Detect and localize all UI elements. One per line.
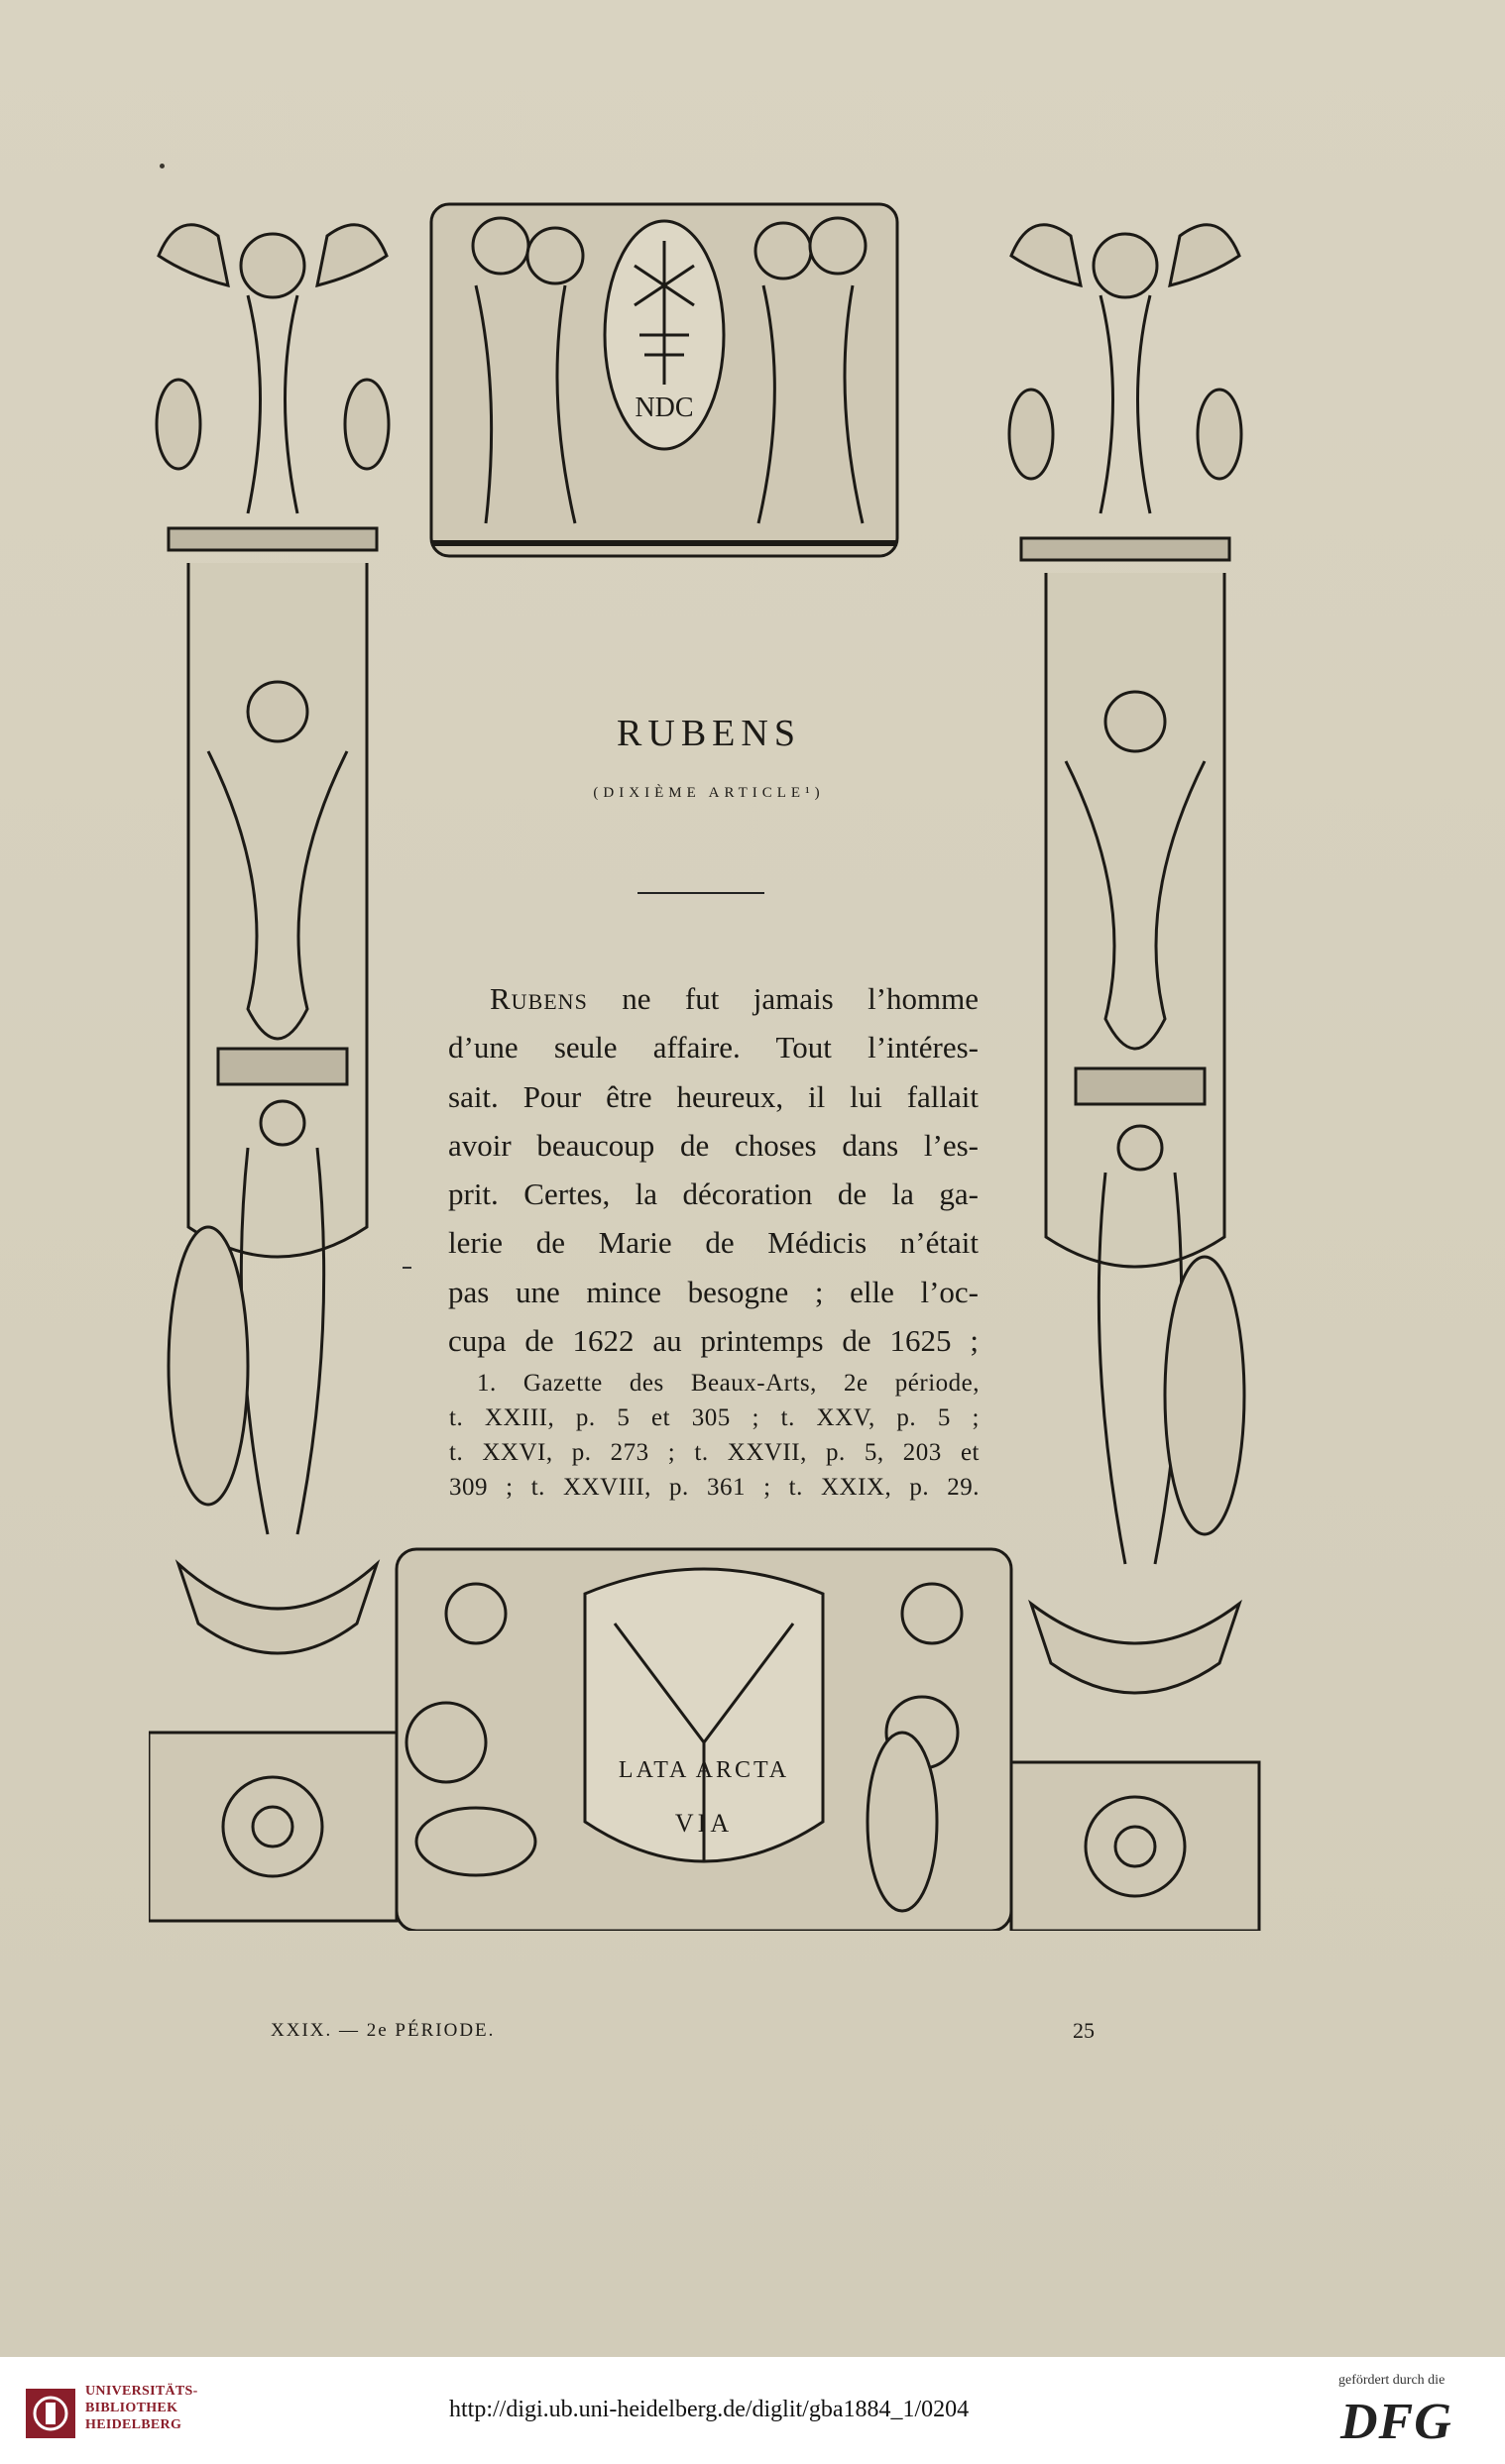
body-line: pas une mince besogne ; elle l’oc- — [448, 1274, 979, 1309]
institution-name — [85, 2383, 198, 2433]
body-line: lerie de Marie de Médicis n’était — [448, 1225, 979, 1261]
footnote-line: 1. Gazette des Beaux-Arts, 2e période, — [477, 1370, 980, 1397]
body-line: avoir beaucoup de choses dans l’es- — [448, 1127, 979, 1163]
institution-line: UNIVERSITÄTS- — [85, 2384, 198, 2399]
banner-text: LATA ARCTA — [618, 1757, 790, 1783]
footnote-line: t. XXVI, p. 273 ; t. XXVII, p. 5, 203 et — [449, 1439, 980, 1466]
monogram-text: NDC — [635, 392, 694, 423]
margin-mark — [403, 1267, 411, 1269]
article-body — [448, 974, 979, 1365]
body-line: d’une seule affaire. Tout l’intéres- — [448, 1030, 979, 1065]
footnote-line: t. XXIII, p. 5 et 305 ; t. XXV, p. 5 ; — [449, 1404, 980, 1431]
page-number: 25 — [1073, 2018, 1095, 2043]
footnote — [449, 1366, 980, 1505]
signature-mark: XXIX. — 2e PÉRIODE. — [271, 2020, 496, 2041]
body-line: sait. Pour être heureux, il lui fallait — [448, 1078, 979, 1114]
body-line: cupa de 1622 au printemps de 1625 ; — [448, 1323, 979, 1359]
body-line: prit. Certes, la décoration de la ga- — [448, 1176, 979, 1212]
article-title: RUBENS — [617, 713, 801, 754]
dfg-logo: DFG — [1340, 2394, 1452, 2450]
sponsor-text: gefördert durch die — [1338, 2373, 1446, 2388]
institution-line: BIBLIOTHEK — [85, 2401, 178, 2415]
footnote-line: 309 ; t. XXVIII, p. 361 ; t. XXIX, p. 29. — [449, 1474, 980, 1501]
motto-text: VIA — [674, 1809, 734, 1838]
body-line — [448, 974, 979, 1023]
body-line-text: ne fut jamais l’homme — [587, 981, 979, 1016]
article-subtitle: (DIXIÈME ARTICLE¹) — [593, 785, 825, 801]
ink-speck — [160, 164, 165, 168]
source-url-link[interactable]: http://digi.ub.uni-heidelberg.de/diglit/gba1884_1/0204 — [449, 2397, 970, 2422]
university-seal-icon — [26, 2389, 75, 2438]
title-rule — [637, 892, 764, 894]
body-line-lead: Rubens — [490, 981, 588, 1016]
institution-line: HEIDELBERG — [85, 2417, 182, 2432]
